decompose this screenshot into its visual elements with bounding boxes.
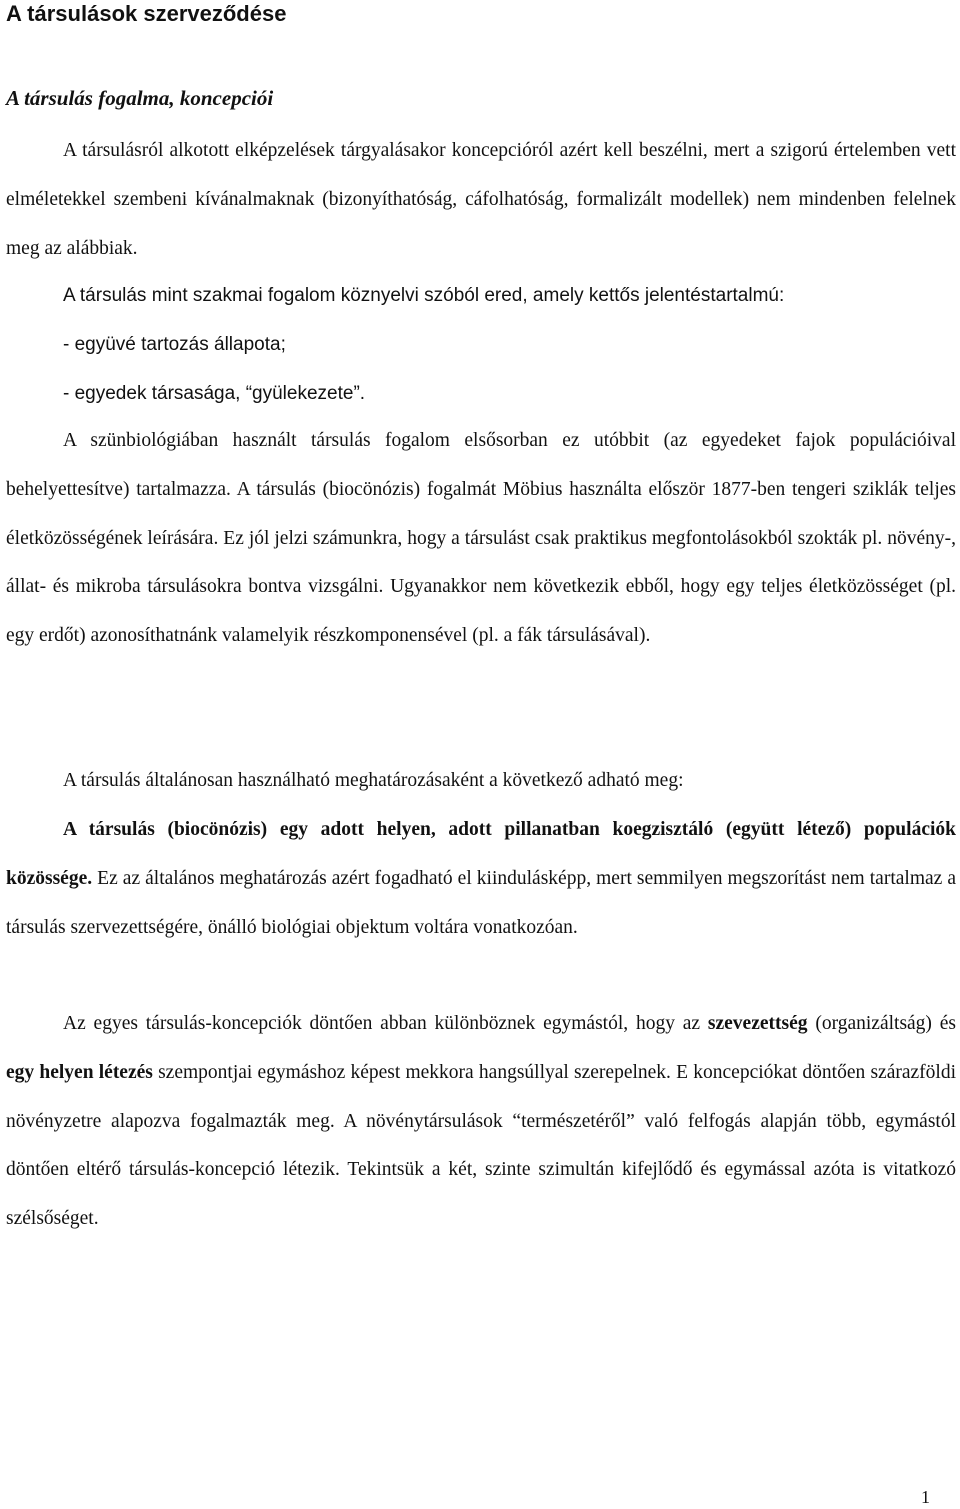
section-subtitle: A társulás fogalma, koncepciói <box>6 86 274 110</box>
paragraph-6-text-2: (organizáltság) és <box>807 1013 956 1034</box>
definition-bold: A társulás (biocönózis) egy adott helyen, adott pillanatban koegzisztáló (együtt létező) populációk közössége. <box>6 819 956 889</box>
paragraph-5-block <box>6 806 956 952</box>
paragraph-6-bold-2: egy helyen létezés <box>6 1061 153 1083</box>
paragraph-4: A társulás általánosan használható meghatározásaként a következő adható meg: <box>63 770 684 791</box>
paragraph-6 <box>6 1000 956 1244</box>
paragraph-4-block <box>6 757 956 806</box>
paragraph-2-block <box>6 272 956 418</box>
paragraph-1-block <box>6 127 956 273</box>
paragraph-2-intro: A társulás mint szakmai fogalom köznyelvi szóból ered, amely kettős jelentéstartalmú: <box>63 285 785 306</box>
paragraph-5 <box>6 806 956 952</box>
document-title: A társulások szerveződése <box>6 1 287 26</box>
list-item: - együvé tartozás állapota; <box>63 333 286 355</box>
list-item: - egyedek társasága, “gyülekezete”. <box>63 382 366 404</box>
paragraph-6-bold-1: szevezettség <box>707 1013 808 1034</box>
paragraph-6-text-1: Az egyes társulás-koncepciók döntően abban különböznek egymástól, hogy az <box>63 1013 708 1034</box>
definition-rest: Ez az általános meghatározás azért fogadható el kiindulásképp, mert semmilyen megszorítást nem tartalmaz a társulás szervezettségére, önálló biológiai objektum voltára vonatkozóan. <box>6 867 956 938</box>
paragraph-3: A szünbiológiában használt társulás fogalom elsősorban ez utóbbit (az egyedeket fajok populációival behelyettesítve) tartalmazza. A társulás (biocönózis) fogalmát Möbius használta először 1877-ben tengeri sziklák teljes életközösségének leírására. Ez jól jelzi számunkra, hogy a társulást csak praktikus megfontolásokból szokták pl. növény-, állat- és mikroba társulásokra bontva vizsgálni. Ugyanakkor nem következik ebből, hogy egy teljes életközösséget (pl. egy erdőt) azonosíthatnánk valamelyik részkomponensével (pl. a fák társulásával). <box>6 430 956 647</box>
paragraph-6-text-3: szempontjai egymáshoz képest mekkora hangsúllyal szerepelnek. E koncepciókat döntően szárazföldi növényzetre alapozva fogalmazták meg. A növénytársulások “természetéről” való felfogás alapján több, egymástól döntően eltérő társulás-koncepció létezik. Tekintsük a két, szinte szimultán kifejlődő és egymással azóta is vitatkozó szélsőséget. <box>6 1061 956 1230</box>
page-number: 1 <box>921 1487 930 1507</box>
paragraph-6-block <box>6 1000 956 1244</box>
paragraph-1: A társulásról alkotott elképzelések tárgyalásakor koncepcióról azért kell beszélni, mert a szigorú értelemben vett elméletekkel szembeni kívánalmaknak (bizonyíthatóság, cáfolhatóság, formalizált modellek) nem mindenben felelnek meg az alábbiak. <box>6 140 956 259</box>
paragraph-3-block <box>6 417 956 661</box>
